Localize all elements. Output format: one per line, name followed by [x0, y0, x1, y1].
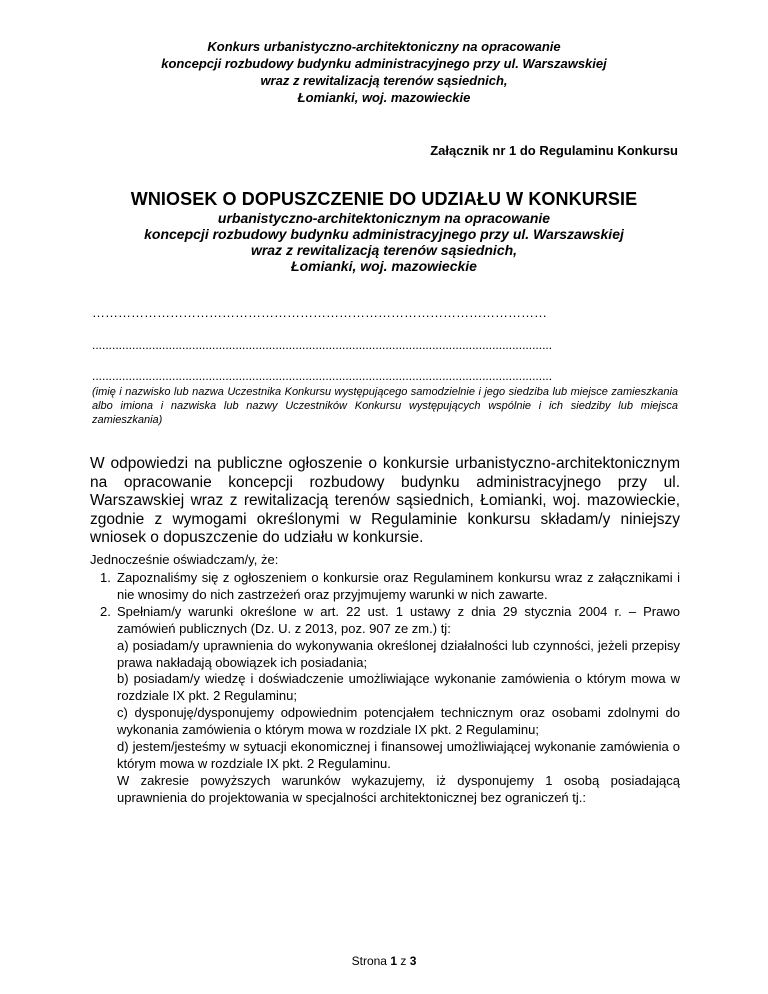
document-title: WNIOSEK O DOPUSZCZENIE DO UDZIAŁU W KONKURSIE	[130, 189, 638, 209]
participant-note: (imię i nazwisko lub nazwa Uczestnika Konkursu występującego samodzielnie i jego siedziba lub miejsce zamieszkania albo imiona i nazwiska lub nazwy Uczestników Konkursu występujących wspólnie i ich siedziby lub miejsca zamieszkania)	[92, 386, 678, 426]
page-footer	[0, 954, 768, 968]
declaration-intro: Jednocześnie oświadczam/y, że:	[90, 552, 279, 567]
document-subtitle	[0, 210, 768, 274]
competition-header	[0, 38, 768, 106]
list-item-text: Zapoznaliśmy się z ogłoszeniem o konkursie oraz Regulaminem konkursu wraz z załącznikami i nie wnosimy do nich zastrzeżeń oraz przyjmujemy warunki w nich zawarte.	[117, 570, 680, 602]
intro-paragraph: W odpowiedzi na publiczne ogłoszenie o konkursie urbanistyczno-architektonicznym na opracowanie koncepcji rozbudowy budynku administracyjnego przy ul. Warszawskiej wraz z rewitalizacją terenów sąsiednich, Łomianki, woj. mazowieckie, zgodnie z wymogami określonymi w Regulaminie konkursu składam/y niniejszy wniosek o dopuszczenie do udziału w konkursie.	[90, 455, 680, 546]
sub-item-c: c) dysponuję/dysponujemy odpowiednim potencjałem technicznym oraz osobami zdolnymi do wykonania zamówienia o którym mowa w rozdziale IX pkt. 2 Regulaminu;	[117, 705, 680, 738]
list-item	[90, 570, 680, 604]
footer-page-number: 1	[390, 954, 397, 968]
sub-item-b: b) posiadam/y wiedzę i doświadczenie umożliwiające wykonanie zamówienia o którym mowa w rozdziale IX pkt. 2 Regulaminu;	[117, 671, 680, 704]
fill-in-line: ..........................................................................................................................................	[92, 338, 553, 352]
attachment-label: Załącznik nr 1 do Regulaminu Konkursu	[430, 143, 678, 158]
header-line: wraz z rewitalizacją terenów sąsiednich,	[260, 73, 508, 88]
sub-item-d: d) jestem/jesteśmy w sytuacji ekonomicznej i finansowej umożliwiającej wykonanie zamówienia o którym mowa w rozdziale IX pkt. 2 Regulaminu.	[117, 739, 680, 771]
footer-total-pages: 3	[409, 954, 417, 968]
list-item-number: 1.	[100, 570, 111, 585]
list-item-extra: W zakresie powyższych warunków wykazujemy, iż dysponujemy 1 osobą posiadającą uprawnienia do projektowania w specjalności architektonicznej bez ograniczeń tj.:	[117, 772, 680, 805]
fill-in-line: ……………………………………………………………………………………………	[92, 306, 547, 320]
header-line: Łomianki, woj. mazowieckie	[297, 90, 471, 105]
footer-separator: z	[400, 954, 407, 968]
list-item-number: 2.	[100, 603, 111, 619]
footer-prefix: Strona	[351, 954, 387, 968]
subtitle-line: urbanistyczno-architektonicznym na opracowanie	[217, 210, 551, 226]
list-item-text: Spełniam/y warunki określone w art. 22 ust. 1 ustawy z dnia 29 stycznia 2004 r. – Prawo zamówień publicznych (Dz. U. z 2013, poz. 907 ze zm.) tj:	[117, 603, 680, 636]
subtitle-line: wraz z rewitalizacją terenów sąsiednich,	[250, 242, 518, 258]
declaration-list	[90, 570, 680, 807]
header-line: Konkurs urbanistyczno-architektoniczny na opracowanie	[207, 39, 561, 54]
sub-item-a: a) posiadam/y uprawnienia do wykonywania określonej działalności lub czynności, jeżeli przepisy prawa nakładają obowiązek ich posiadania;	[117, 637, 680, 670]
fill-in-line: ..........................................................................................................................................	[92, 369, 553, 383]
subtitle-line: koncepcji rozbudowy budynku administracyjnego przy ul. Warszawskiej	[144, 226, 624, 242]
subtitle-line: Łomianki, woj. mazowieckie	[291, 258, 477, 274]
list-item	[90, 604, 680, 807]
header-line: koncepcji rozbudowy budynku administracyjnego przy ul. Warszawskiej	[161, 56, 607, 71]
